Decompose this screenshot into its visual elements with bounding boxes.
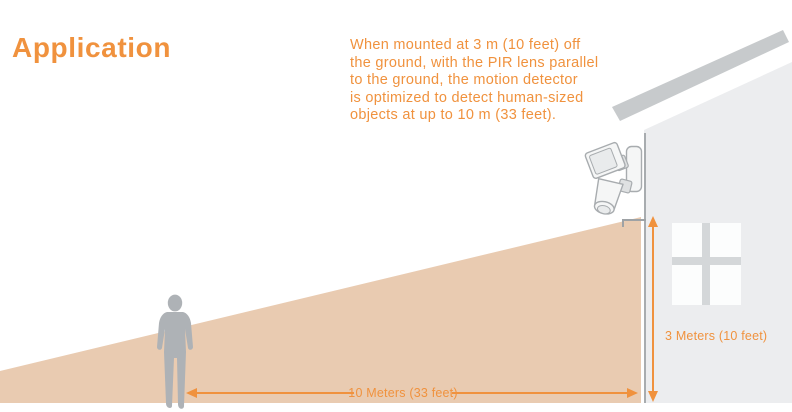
description-line: is optimized to detect human-sized xyxy=(350,89,584,106)
window-pane xyxy=(710,223,741,257)
description-line: to the ground, the motion detector xyxy=(350,72,578,88)
detector-pir-head xyxy=(591,179,623,217)
detector-floodlight-head xyxy=(584,142,625,179)
window-pane xyxy=(710,265,741,305)
motion-detector xyxy=(584,142,641,217)
window-pane xyxy=(672,265,702,305)
page-title: Application xyxy=(12,32,172,63)
description-line: the ground, with the PIR lens parallel xyxy=(350,54,599,71)
window-pane xyxy=(672,223,702,257)
horizontal-dimension-label: 10 Meters (33 feet) xyxy=(348,386,458,400)
vertical-dimension-label: 3 Meters (10 feet) xyxy=(665,329,768,343)
detection-zone xyxy=(0,217,641,403)
house-window xyxy=(672,223,741,305)
description-line: When mounted at 3 m (10 feet) off xyxy=(350,37,581,53)
description-line: objects at up to 10 m (33 feet). xyxy=(350,107,557,123)
